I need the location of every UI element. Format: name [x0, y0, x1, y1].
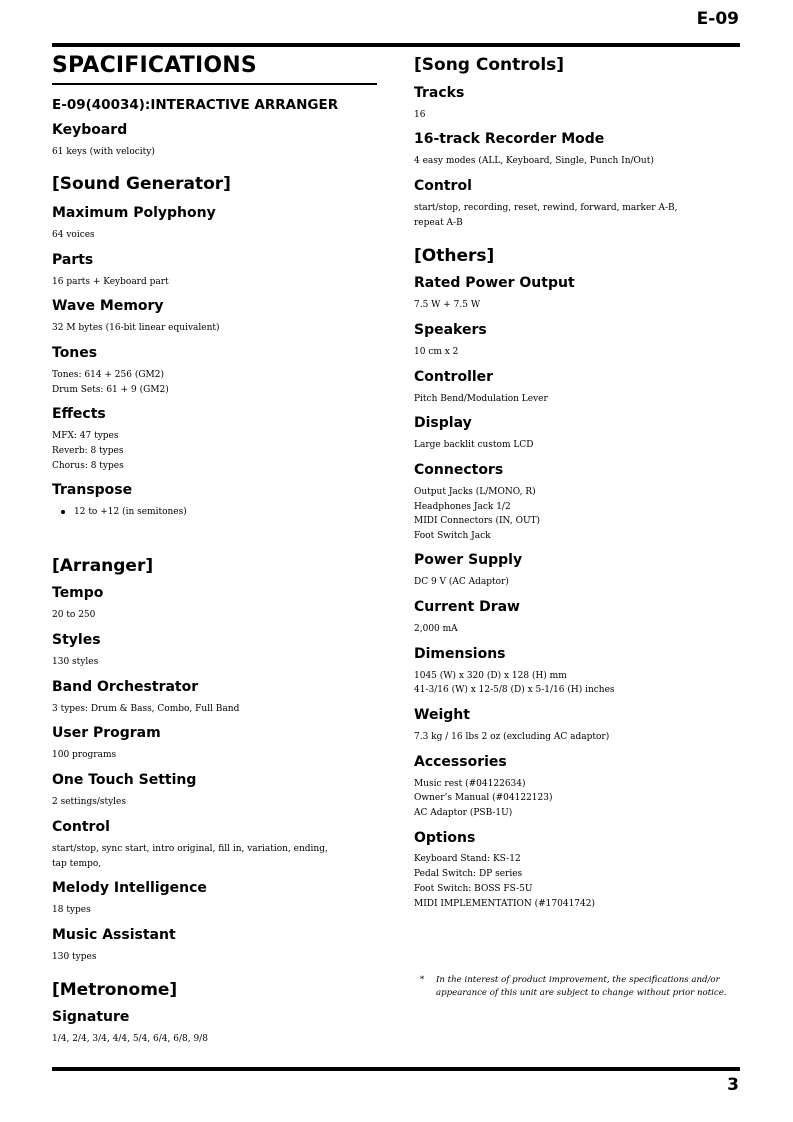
- signature-heading: Signature: [52, 1009, 130, 1025]
- tempo-heading: Tempo: [52, 585, 104, 601]
- user-program-heading: User Program: [52, 725, 161, 741]
- options-line: Keyboard Stand: KS-12: [414, 854, 521, 864]
- music-assistant-heading: Music Assistant: [52, 927, 176, 943]
- note-text: In the interest of product improvement, the specifications and/or appearance of this unit are subject to change without prior notice.: [436, 975, 727, 998]
- effects-line: Reverb: 8 types: [52, 446, 124, 456]
- max-polyphony-heading: Maximum Polyphony: [52, 205, 216, 221]
- tempo-value: 20 to 250: [52, 610, 96, 620]
- music-assistant-value: 130 types: [52, 952, 97, 962]
- controller-value: Pitch Bend/Modulation Lever: [414, 394, 548, 404]
- effects-line: Chorus: 8 types: [52, 461, 124, 471]
- max-polyphony-value: 64 voices: [52, 230, 95, 240]
- rated-power-heading: Rated Power Output: [414, 275, 575, 291]
- song-control-heading: Control: [414, 178, 472, 194]
- wave-memory-heading: Wave Memory: [52, 298, 164, 314]
- section-sound-generator: [Sound Generator]: [52, 174, 231, 194]
- recorder-mode-heading: 16-track Recorder Mode: [414, 131, 605, 147]
- parts-heading: Parts: [52, 252, 94, 268]
- page-title: SPACIFICATIONS: [52, 53, 257, 78]
- connectors-line: Headphones Jack 1/2: [414, 502, 511, 512]
- title-rule: [52, 83, 377, 85]
- melody-intelligence-heading: Melody Intelligence: [52, 880, 207, 896]
- styles-value: 130 styles: [52, 657, 99, 667]
- dimensions-line: 41-3/16 (W) x 12-5/8 (D) x 5-1/16 (H) inches: [414, 685, 615, 695]
- display-value: Large backlit custom LCD: [414, 440, 534, 450]
- current-draw-value: 2,000 mA: [414, 624, 458, 634]
- tones-line: Drum Sets: 61 + 9 (GM2): [52, 385, 169, 395]
- keyboard-value: 61 keys (with velocity): [52, 147, 155, 157]
- model-name: E-09: [696, 9, 739, 29]
- weight-heading: Weight: [414, 707, 470, 723]
- options-heading: Options: [414, 830, 476, 846]
- wave-memory-value: 32 M bytes (16-bit linear equivalent): [52, 323, 220, 333]
- parts-value: 16 parts + Keyboard part: [52, 277, 169, 287]
- dimensions-line: 1045 (W) x 320 (D) x 128 (H) mm: [414, 671, 567, 681]
- note-marker: *: [420, 975, 425, 985]
- arranger-control-line: start/stop, sync start, intro original, fill in, variation, ending,: [52, 844, 328, 854]
- power-supply-value: DC 9 V (AC Adaptor): [414, 577, 509, 587]
- section-song-controls: [Song Controls]: [414, 55, 565, 75]
- page-number: 3: [727, 1075, 739, 1095]
- band-orchestrator-value: 3 types: Drum & Bass, Combo, Full Band: [52, 704, 240, 714]
- band-orchestrator-heading: Band Orchestrator: [52, 679, 199, 695]
- section-others: [Others]: [414, 246, 495, 266]
- effects-heading: Effects: [52, 406, 106, 422]
- keyboard-heading: Keyboard: [52, 122, 128, 138]
- accessories-heading: Accessories: [414, 754, 507, 770]
- section-metronome: [Metronome]: [52, 980, 178, 1000]
- dimensions-heading: Dimensions: [414, 646, 506, 662]
- current-draw-heading: Current Draw: [414, 599, 520, 615]
- speakers-value: 10 cm x 2: [414, 347, 459, 357]
- weight-value: 7.3 kg / 16 lbs 2 oz (excluding AC adaptor): [414, 732, 610, 742]
- user-program-value: 100 programs: [52, 750, 117, 760]
- transpose-bullet-item: [52, 505, 352, 520]
- top-rule: [52, 43, 740, 47]
- options-line: MIDI IMPLEMENTATION (#17041742): [414, 899, 595, 909]
- song-control-line: repeat A-B: [414, 218, 463, 228]
- song-control-line: start/stop, recording, reset, rewind, forward, marker A-B,: [414, 203, 678, 213]
- bottom-rule: [52, 1067, 740, 1071]
- bullet-icon: [61, 510, 65, 514]
- connectors-line: Foot Switch Jack: [414, 531, 491, 541]
- power-supply-heading: Power Supply: [414, 552, 523, 568]
- options-line: Foot Switch: BOSS FS-5U: [414, 884, 533, 894]
- display-heading: Display: [414, 415, 472, 431]
- arranger-control-line: tap tempo,: [52, 859, 102, 869]
- controller-heading: Controller: [414, 369, 494, 385]
- section-arranger: [Arranger]: [52, 556, 154, 576]
- styles-heading: Styles: [52, 632, 101, 648]
- speakers-heading: Speakers: [414, 322, 487, 338]
- transpose-heading: Transpose: [52, 482, 133, 498]
- accessories-line: Music rest (#04122634): [414, 779, 526, 789]
- arranger-control-heading: Control: [52, 819, 110, 835]
- tracks-value: 16: [414, 110, 426, 120]
- options-line: Pedal Switch: DP series: [414, 869, 523, 879]
- tones-heading: Tones: [52, 345, 98, 361]
- melody-intelligence-value: 18 types: [52, 905, 91, 915]
- recorder-mode-value: 4 easy modes (ALL, Keyboard, Single, Punch In/Out): [414, 156, 654, 166]
- effects-line: MFX: 47 types: [52, 431, 119, 441]
- tones-line: Tones: 614 + 256 (GM2): [52, 370, 164, 380]
- signature-value: 1/4, 2/4, 3/4, 4/4, 5/4, 6/4, 6/8, 9/8: [52, 1034, 208, 1044]
- tracks-heading: Tracks: [414, 85, 465, 101]
- connectors-line: Output Jacks (L/MONO, R): [414, 487, 536, 497]
- connectors-line: MIDI Connectors (IN, OUT): [414, 516, 541, 526]
- connectors-heading: Connectors: [414, 462, 504, 478]
- one-touch-value: 2 settings/styles: [52, 797, 126, 807]
- one-touch-heading: One Touch Setting: [52, 772, 197, 788]
- product-subtitle: E-09(40034):INTERACTIVE ARRANGER: [52, 97, 339, 113]
- rated-power-value: 7.5 W + 7.5 W: [414, 300, 481, 310]
- accessories-line: AC Adaptor (PSB-1U): [414, 808, 513, 818]
- transpose-value: 12 to +12 (in semitones): [74, 507, 187, 517]
- accessories-line: Owner’s Manual (#04122123): [414, 793, 553, 803]
